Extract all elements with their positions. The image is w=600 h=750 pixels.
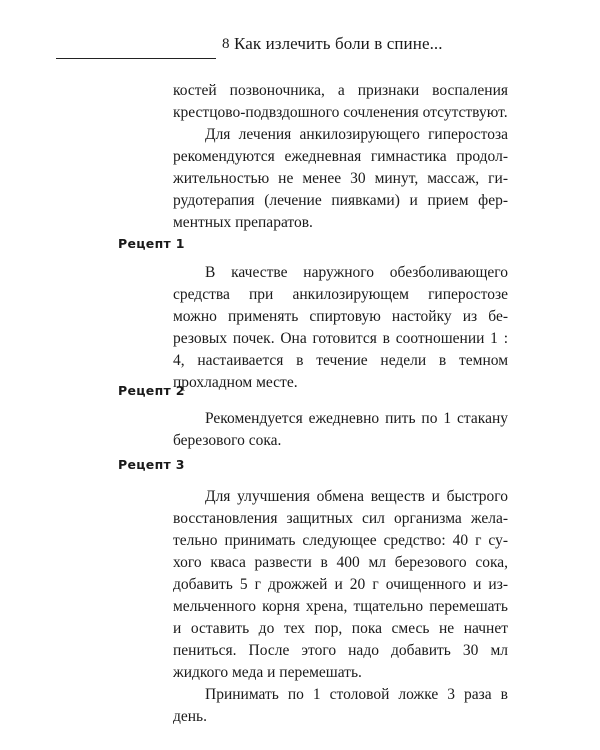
recipe-1-heading: Рецепт 1 <box>118 236 185 251</box>
recipe-1-paragraph: В качестве наружного обезболивающего средства при анкилозирующем гиперостозе можно применять спиртовую настойку из березовых почек. Она готовится в соотношении 1 : 4, настаивается в течение недели в темном прохладном месте. <box>173 264 508 391</box>
recipe-3-paragraph: Для улучшения обмена веществ и быстрого восстановления защитных сил организма желательно принимать следующее средство: 40 г сухого кваса развести в 400 мл березового сока, добавить 5 г дрожжей и 20 г очищенного и измельченного корня хрена, тщательно перемешать и оставить до тех пор, пока смесь не начнет пениться. После этого надо добавить 30 мл жидкого меда и перемешать. <box>173 488 508 681</box>
header-rule <box>56 58 216 59</box>
page-number: 8 <box>222 36 230 52</box>
recipe-3-text <box>173 486 508 728</box>
recipe-2-text <box>173 408 508 452</box>
recipe-2-heading: Рецепт 2 <box>118 383 185 398</box>
recipe-1-text <box>173 262 508 394</box>
intro-paragraph-continued: костей позвоночника, а признаки воспаления крестцово-подвздошного сочленения отсутствуют. <box>173 82 508 121</box>
running-head <box>56 34 536 60</box>
intro-text <box>173 80 508 234</box>
intro-paragraph-treatment: Для лечения анкилозирующего гиперостоза рекомендуются ежедневная гимнастика продолжительностью не менее 30 минут, массаж, гирудотерапия (лечение пиявками) и прием ферментных препаратов. <box>173 126 508 231</box>
recipe-3-heading: Рецепт 3 <box>118 457 185 472</box>
recipe-3-dosage: Принимать по 1 столовой ложке 3 раза в день. <box>173 686 508 725</box>
book-title: Как излечить боли в спине... <box>234 34 443 53</box>
recipe-2-paragraph: Рекомендуется ежедневно пить по 1 стакану березового сока. <box>173 410 508 449</box>
